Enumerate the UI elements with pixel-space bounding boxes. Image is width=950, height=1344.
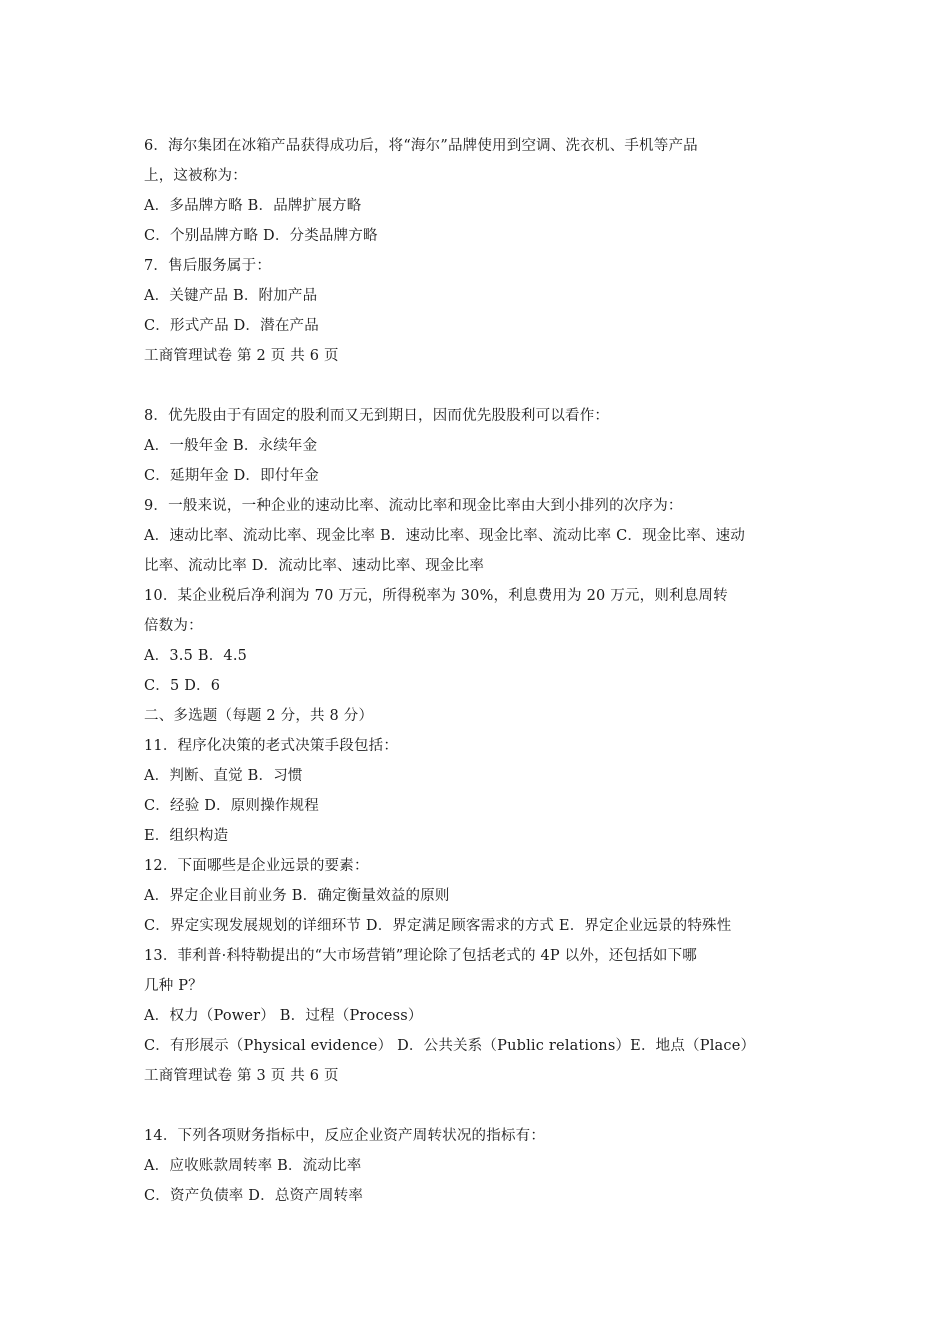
q8-options-ab: A．一般年金 B．永续年金 — [144, 438, 318, 454]
section-heading-multiple-choice: 二、多选题（每题 2 分，共 8 分） — [144, 708, 374, 724]
q7-options-cd: C．形式产品 D．潜在产品 — [144, 318, 319, 334]
q10-options-cd: C．5 D．6 — [144, 678, 221, 694]
q11-options-cd: C．经验 D．原则操作规程 — [144, 798, 319, 814]
q7-options-ab: A．关键产品 B．附加产品 — [144, 288, 318, 304]
q14-options-cd: C．资产负债率 D．总资产周转率 — [144, 1188, 364, 1204]
page-footer-3: 工商管理试卷 第 3 页 共 6 页 — [144, 1068, 339, 1084]
q8-text: 8．优先股由于有固定的股利而又无到期日，因而优先股股利可以看作： — [144, 408, 610, 424]
blank-line — [0, 1091, 950, 1121]
q10-options-ab: A．3.5 B．4.5 — [144, 648, 248, 664]
q10-text-line-1: 10．某企业税后净利润为 70 万元，所得税率为 30%，利息费用为 20 万元，则利息周转 — [144, 588, 728, 604]
blank-line — [0, 371, 950, 401]
q14-text: 14．下列各项财务指标中，反应企业资产周转状况的指标有： — [144, 1128, 546, 1144]
q13-text-line-2: 几种 P？ — [144, 978, 203, 994]
q6-text-line-1: 6．海尔集团在冰箱产品获得成功后，将“海尔”品牌使用到空调、洗衣机、手机等产品 — [144, 138, 698, 154]
q9-options-line-1: A．速动比率、流动比率、现金比率 B．速动比率、现金比率、流动比率 C．现金比率、速动 — [144, 528, 746, 544]
q10-text-line-2: 倍数为： — [144, 618, 203, 634]
q9-text: 9．一般来说，一种企业的速动比率、流动比率和现金比率由大到小排列的次序为： — [144, 498, 683, 514]
q12-options-cde: C．界定实现发展规划的详细环节 D．界定满足顾客需求的方式 E．界定企业远景的特殊性 — [144, 918, 732, 934]
q11-text: 11．程序化决策的老式决策手段包括： — [144, 738, 399, 754]
q11-option-e: E．组织构造 — [144, 828, 229, 844]
q7-text: 7．售后服务属于： — [144, 258, 272, 274]
q12-text: 12．下面哪些是企业远景的要素： — [144, 858, 369, 874]
q6-text-line-2: 上，这被称为： — [144, 168, 247, 184]
q13-options-ab: A．权力（Power） B．过程（Process） — [144, 1008, 423, 1024]
q14-options-ab: A．应收账款周转率 B．流动比率 — [144, 1158, 362, 1174]
q9-options-line-2: 比率、流动比率 D．流动比率、速动比率、现金比率 — [144, 558, 485, 574]
q12-options-ab: A．界定企业目前业务 B．确定衡量效益的原则 — [144, 888, 450, 904]
q8-options-cd: C．延期年金 D．即付年金 — [144, 468, 319, 484]
q13-options-cde: C．有形展示（Physical evidence） D．公共关系（Public relations）E．地点（Place） — [144, 1038, 756, 1054]
q6-options-cd: C．个别品牌方略 D．分类品牌方略 — [144, 228, 378, 244]
document-page — [0, 131, 950, 1211]
q13-text-line-1: 13．菲利普·科特勒提出的“大市场营销”理论除了包括老式的 4P 以外，还包括如下哪 — [144, 948, 697, 964]
q11-options-ab: A．判断、直觉 B．习惯 — [144, 768, 303, 784]
q6-options-ab: A．多品牌方略 B．品牌扩展方略 — [144, 198, 362, 214]
page-footer-2: 工商管理试卷 第 2 页 共 6 页 — [144, 348, 339, 364]
